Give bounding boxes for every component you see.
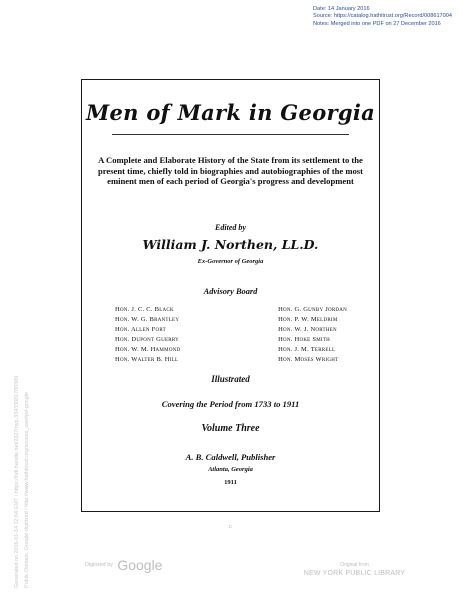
book-description: A Complete and Elaborate History of the State from its settlement to the present time, chiefly told in biographies and autobiographies of the most eminent men of each period of Georgia's progress and development: [97, 155, 364, 187]
library-name: NEW YORK PUBLIC LIBRARY: [303, 570, 406, 577]
advisory-member: Hon. Walter B. Hill: [115, 356, 179, 364]
page-mark: C: [228, 524, 232, 529]
advisory-member: Hon. J. C. C. Black: [115, 306, 174, 313]
side-note-rights: Public Domain, Google-digitized / http://www.hathitrust.org/access_use#pd-google: [24, 392, 30, 588]
publication-year: 1911: [224, 479, 237, 486]
advisory-member: Hon. Hoke Smith: [278, 336, 330, 344]
illustrated-label: Illustrated: [211, 374, 250, 384]
advisory-board-heading: Advisory Board: [203, 287, 258, 296]
advisory-member: Hon. Allen Fort: [115, 326, 166, 334]
original-from-watermark: [292, 562, 417, 578]
advisory-member: Hon. W. J. Northen: [278, 326, 337, 334]
digitized-by-label: Digitized by: [85, 561, 113, 568]
digitized-by-watermark: [85, 556, 162, 574]
advisory-column-left: [115, 305, 180, 366]
advisory-member: Hon. Moses Wright: [278, 356, 339, 364]
advisory-board-list: [115, 305, 347, 366]
advisory-member: Hon. P. W. Meldrim: [278, 316, 338, 324]
advisory-member: Hon. W. M. Hammond: [115, 346, 181, 354]
publisher-city: Atlanta, Georgia: [208, 466, 253, 473]
advisory-member: Hon. J. M. Terrell: [278, 346, 336, 354]
edited-by-label: Edited by: [215, 223, 246, 232]
editor-name: William J. Northen, LL.D.: [142, 237, 319, 252]
book-title: Men of Mark in Georgia: [85, 100, 376, 125]
publisher-name: A. B. Caldwell, Publisher: [185, 452, 276, 462]
google-logo: Google: [117, 556, 163, 573]
advisory-member: Hon. W. G. Brantley: [115, 316, 180, 324]
meta-date: Date: 14 January 2016: [313, 6, 370, 12]
advisory-member: Hon. G. Gunby Jordan: [278, 306, 347, 313]
title-underline: [112, 134, 349, 135]
original-from-label: Original from: [340, 562, 369, 568]
volume-label: Volume Three: [201, 423, 260, 434]
editor-role: Ex-Governor of Georgia: [197, 258, 264, 265]
meta-source[interactable]: Source: https://catalog.hathitrust.org/Record/008617004: [313, 13, 452, 20]
side-note-generated: Generated on 2016-01-14 12:04 GMT / https://hdl.handle.net/2027/nyp.33433081780389: [14, 375, 20, 588]
meta-notes: Notes: Merged into one PDF on 27 December 2016: [313, 20, 441, 27]
hathitrust-metadata: [313, 6, 452, 28]
advisory-member: Hon. Dupont Guerry: [115, 336, 180, 344]
advisory-column-right: [278, 305, 347, 366]
coverage-period: Covering the Period from 1733 to 1911: [161, 399, 300, 409]
